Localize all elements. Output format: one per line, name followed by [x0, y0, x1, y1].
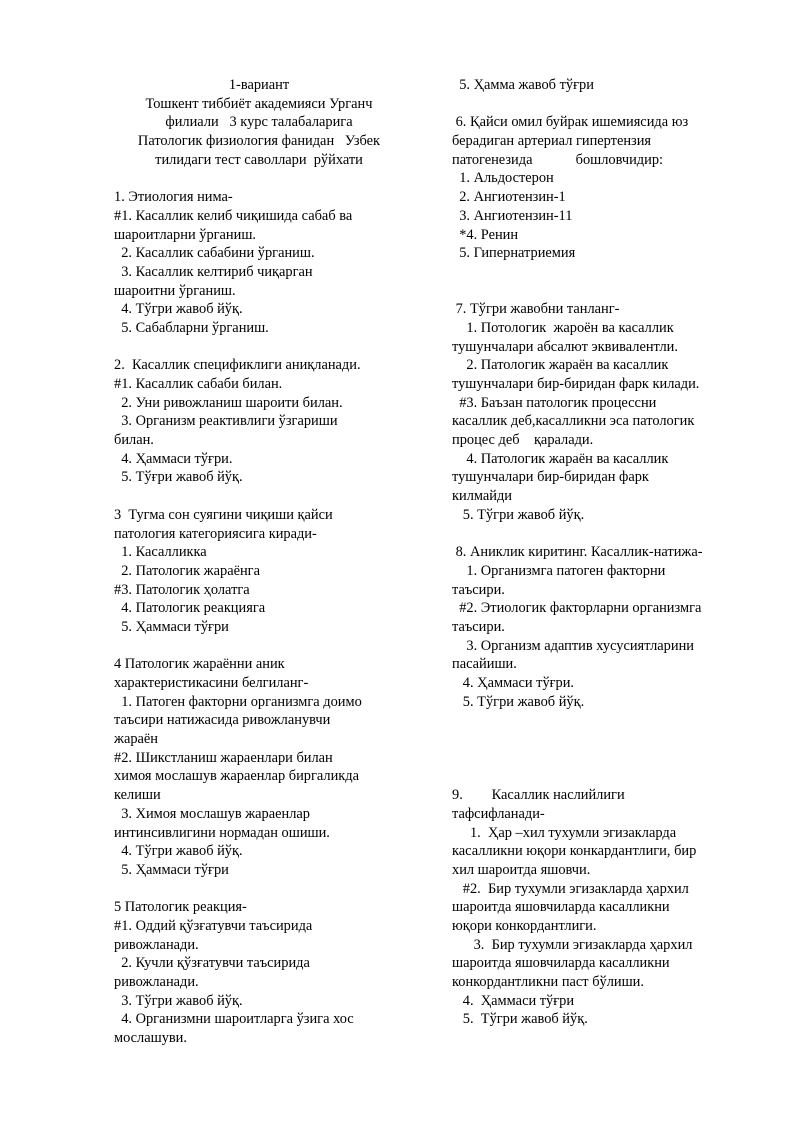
text-line: 3. Химоя мослашув жараенлар	[114, 805, 310, 822]
text-line: 3 Тугма сон суягини чиқиши қайси	[114, 506, 333, 523]
text-line: 2. Уни ривожланиш шароити билан.	[114, 394, 343, 411]
text-line: 5. Тўғри жавоб йўқ.	[114, 469, 243, 486]
left-column	[114, 76, 404, 1048]
text-line: #3. Патологик ҳолатга	[114, 581, 250, 598]
text-line: 3. Ангиотензин-11	[452, 207, 573, 224]
text-line: 2. Касаллик спецификлиги аниқланади.	[114, 357, 361, 374]
text-line: 2. Патологик жараёнга	[114, 562, 260, 579]
header-line: тилидаги тест саволлари рўйхати	[155, 151, 363, 168]
text-line: 4 Патологик жараённи аник	[114, 656, 285, 673]
header-line: Тошкент тиббиёт академияси Урганч	[145, 95, 373, 112]
text-line: мослашуви.	[114, 1030, 187, 1047]
text-line: 4. Патологик реакцияга	[114, 600, 266, 617]
text-line: 3. Бир тухумли эгизакларда ҳархил	[452, 936, 693, 953]
text-line: *4. Ренин	[452, 226, 519, 243]
text-line: 1. Касалликка	[114, 544, 207, 561]
text-line: 6. Қайси омил буйрак ишемиясида юз	[452, 114, 689, 131]
text-line: хил шароитда яшовчи.	[452, 861, 591, 878]
text-line: 3. Организм реактивлиги ўзгариши	[114, 413, 338, 430]
blank-line	[452, 711, 747, 730]
text-line: 4. Тўгри жавоб йўқ.	[114, 843, 243, 860]
text-line: патогенезида бошловчидир:	[452, 151, 664, 168]
text-line: 2. Ангиотензин-1	[452, 189, 566, 206]
text-line: таъсири.	[452, 618, 505, 635]
blank-line	[452, 95, 747, 114]
text-line: 3. Организм адаптив хусусиятларини	[452, 637, 694, 654]
text-line: характеристикасини белгиланг-	[114, 675, 309, 691]
text-line: 9. Касаллик наслийлиги	[452, 787, 625, 804]
text-line: 4. Тўгри жавоб йўқ.	[114, 301, 243, 318]
text-line: 1. Ҳар –хил тухумли эгизакларда	[452, 824, 677, 841]
text-line: 4. Патологик жараён ва касаллик	[452, 450, 669, 467]
text-line: 3. Касаллик келтириб чиқарган	[114, 263, 313, 280]
right-column	[452, 76, 747, 1029]
blank-line	[452, 730, 747, 749]
text-line: 5. Ҳаммаси тўғри	[114, 861, 229, 878]
text-line: шароитда яшовчиларда касалликни	[452, 955, 670, 972]
text-line: 4. Ҳаммаси тўғри.	[452, 675, 575, 691]
text-line: шароитларни ўрганиш.	[114, 226, 257, 243]
text-line: касаллик деб,касалликни эса патологик	[452, 413, 695, 430]
text-line: #1. Касаллик сабаби билан.	[114, 376, 283, 392]
header-line: Патологик физиология фанидан Узбек	[137, 133, 381, 150]
text-line: билан.	[114, 432, 154, 449]
text-line: ривожланади.	[114, 936, 199, 953]
text-line: килмайди	[452, 488, 512, 505]
blank-line	[452, 525, 747, 544]
text-line: 2. Касаллик сабабини ўрганиш.	[114, 245, 315, 262]
blank-line	[114, 487, 404, 506]
text-line: 5. Тўгри жавоб йўқ.	[452, 693, 585, 710]
text-line: тушунчалари абсалют эквивалентли.	[452, 338, 678, 355]
text-line: юқори конкордантлиги.	[452, 917, 597, 934]
text-line: 4. Ҳаммаси тўғри.	[114, 450, 233, 467]
text-line: #2. Бир тухумли эгизакларда ҳархил	[452, 880, 689, 897]
text-line: 1. Патоген факторни организмга доимо	[114, 693, 362, 710]
text-line: 5. Гипернатриемия	[452, 245, 576, 262]
text-line: химоя мослашув жараенлар биргаликда	[114, 768, 360, 785]
text-line: тафсифланади-	[452, 805, 545, 822]
text-line: 1. Потологик жароён ва касаллик	[452, 319, 674, 336]
text-line: касалликни юқори конкардантлиги, бир	[452, 843, 697, 860]
text-line: конкордантликни паст бўлиши.	[452, 974, 644, 990]
blank-line	[114, 880, 404, 899]
text-line: шароитда яшовчиларда касалликни	[452, 899, 670, 916]
text-line: ривожланади.	[114, 974, 199, 990]
text-line: 1. Альдостерон	[452, 170, 554, 187]
text-line: #3. Баъзан патологик процессни	[452, 394, 657, 411]
text-line: 5. Сабабларни ўрганиш.	[114, 319, 269, 336]
text-line: 5 Патологик реакция-	[114, 899, 247, 916]
text-line: таъсири.	[452, 581, 505, 598]
text-line: пасайиши.	[452, 656, 517, 673]
blank-line	[114, 338, 404, 357]
text-line: берадиган артериал гипертензия	[452, 133, 652, 150]
blank-line	[114, 169, 404, 188]
blank-line	[114, 637, 404, 656]
text-line: 2. Патологик жараён ва касаллик	[452, 357, 669, 374]
text-line: шароитни ўрганиш.	[114, 282, 236, 299]
text-line: 1. Организмга патоген факторни	[452, 562, 666, 579]
text-line: #2. Шикстланиш жараенлари билан	[114, 749, 333, 766]
blank-line	[452, 282, 747, 301]
text-line: 3. Тўгри жавоб йўқ.	[114, 992, 243, 1009]
text-line: 5. Ҳаммаси тўғри	[114, 618, 229, 635]
text-line: #1. Касаллик келиб чиқишида сабаб ва	[114, 207, 353, 224]
text-line: келиши	[114, 787, 161, 804]
text-line: жараён	[114, 731, 159, 748]
header-line: 1-вариант	[228, 77, 290, 93]
text-line: тушунчалари бир-биридан фарк килади.	[452, 376, 700, 392]
text-line: 8. Аниклик киритинг. Касаллик-натижа-	[452, 544, 703, 561]
text-line: #2. Этиологик факторларни организмга	[452, 600, 702, 617]
text-line: 5. Тўгри жавоб йўқ.	[452, 1011, 588, 1028]
text-line: #1. Оддий қўзғатувчи таъсирида	[114, 917, 313, 934]
text-line: 2. Кучли қўзғатувчи таъсирида	[114, 955, 310, 972]
header-line: филиали 3 курс талабаларига	[165, 114, 353, 131]
text-line: 4. Ҳаммаси тўғри	[452, 992, 575, 1009]
text-line: 7. Тўгри жавобни танланг-	[452, 301, 620, 318]
text-line: 1. Этиология нима-	[114, 189, 233, 206]
blank-line	[452, 767, 747, 786]
blank-line	[452, 263, 747, 282]
text-line: тушунчалари бир-биридан фарк	[452, 469, 649, 486]
text-line: таъсири натижасида ривожланувчи	[114, 712, 331, 729]
text-line: интинсивлигини нормадан ошиши.	[114, 824, 330, 841]
text-line: 5. Ҳамма жавоб тўғри	[452, 77, 594, 93]
text-line: процес деб қаралади.	[452, 432, 594, 449]
blank-line	[452, 749, 747, 768]
text-line: 5. Тўгри жавоб йўқ.	[452, 506, 585, 523]
text-line: патология категориясига киради-	[114, 525, 317, 542]
text-line: 4. Организмни шароитларга ўзига хос	[114, 1011, 354, 1028]
